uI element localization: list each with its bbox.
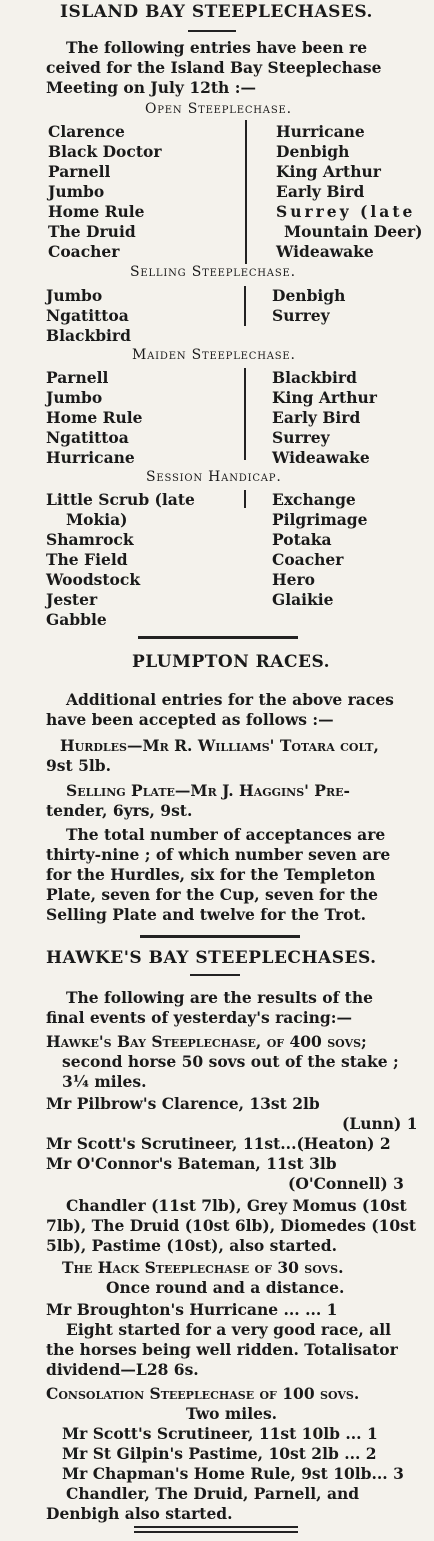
selling-right-1: Surrey	[272, 306, 330, 325]
plumpton-line-0: Additional entries for the above races	[66, 690, 394, 709]
hawkes-line-12: 5lb), Pastime (10st), also started.	[46, 1236, 338, 1255]
hawkes-line-16: Eight started for a very good race, all	[66, 1320, 392, 1339]
hawkes-line-14: Once round and a distance.	[106, 1278, 345, 1297]
column-divider	[245, 120, 247, 264]
hawkes-line-3: second horse 50 sovs out of the stake ;	[62, 1052, 399, 1071]
plumpton-line-3: 9st 5lb.	[46, 756, 111, 775]
session-handicap-heading: Session Handicap.	[146, 469, 282, 485]
selling-steeplechase-heading: Selling Steeplechase.	[130, 264, 296, 280]
session-right-0: Exchange	[272, 490, 356, 509]
selling-left-0: Jumbo	[46, 286, 103, 305]
plumpton-line-7: thirty-nine ; of which number seven are	[46, 845, 391, 864]
maiden-right-4: Wideawake	[272, 448, 370, 467]
column-divider	[244, 368, 246, 460]
session-left-2: Shamrock	[46, 530, 134, 549]
hawkes-line-4: 3¼ miles.	[62, 1072, 147, 1091]
session-right-4: Hero	[272, 570, 316, 589]
hawkes-line-24: Chandler, The Druid, Parnell, and	[66, 1484, 360, 1503]
title-rule	[188, 30, 236, 32]
maiden-right-0: Blackbird	[272, 368, 357, 387]
hawkes-line-2: Hawke's Bay Steeplechase, of 400 sovs;	[46, 1032, 367, 1051]
session-right-3: Coacher	[272, 550, 344, 569]
session-left-3: The Field	[46, 550, 128, 569]
hawkes-line-5: Mr Pilbrow's Clarence, 13st 2lb	[46, 1094, 320, 1113]
open-right-2: King Arthur	[276, 162, 381, 181]
hawkes-line-7: Mr Scott's Scrutineer, 11st...(Heaton) 2	[46, 1134, 391, 1153]
hawkes-line-20: Two miles.	[186, 1404, 278, 1423]
selling-left-1: Ngatittoa	[46, 306, 129, 325]
maiden-left-2: Home Rule	[46, 408, 143, 427]
title-rule	[190, 974, 240, 976]
open-left-3: Jumbo	[48, 182, 105, 201]
open-left-0: Clarence	[48, 122, 125, 141]
session-right-5: Glaikie	[272, 590, 334, 609]
hawkes-line-8: Mr O'Connor's Bateman, 11st 3lb	[46, 1154, 337, 1173]
plumpton-line-9: Plate, seven for the Cup, seven for the	[46, 885, 378, 904]
hawkes-line-11: 7lb), The Druid (10st 6lb), Diomedes (10st	[46, 1216, 417, 1235]
maiden-left-0: Parnell	[46, 368, 109, 387]
hawkes-line-21: Mr Scott's Scrutineer, 11st 10lb ... 1	[62, 1424, 378, 1443]
open-left-5: The Druid	[48, 222, 136, 241]
open-steeplechase-heading: Open Steeplechase.	[145, 101, 292, 117]
section-divider	[138, 636, 298, 639]
selling-right-0: Denbigh	[272, 286, 346, 305]
hawkes-line-1: final events of yesterday's racing:—	[46, 1008, 352, 1027]
island-intro-line-1: The following entries have been re	[66, 38, 368, 57]
plumpton-line-10: Selling Plate and twelve for the Trot.	[46, 905, 367, 924]
maiden-right-2: Early Bird	[272, 408, 361, 427]
hawkes-line-17: the horses being well ridden. Totalisator	[46, 1340, 398, 1359]
hawkes-line-0: The following are the results of the	[66, 988, 373, 1007]
hawkes-line-6: (Lunn) 1	[342, 1114, 418, 1133]
plumpton-title: PLUMPTON RACES.	[132, 652, 331, 672]
plumpton-line-2: Hurdles—Mr R. Williams' Totara colt,	[60, 736, 379, 755]
column-divider	[244, 286, 246, 326]
hawkes-line-9: (O'Connell) 3	[288, 1174, 404, 1193]
plumpton-line-4: Selling Plate—Mr J. Haggins' Pre-	[66, 781, 350, 800]
maiden-left-4: Hurricane	[46, 448, 135, 467]
selling-left-2: Blackbird	[46, 326, 131, 345]
open-right-3: Early Bird	[276, 182, 365, 201]
open-right-0: Hurricane	[276, 122, 365, 141]
open-right-4: Surrey (late	[276, 202, 416, 221]
island-intro-line-2: ceived for the Island Bay Steeplechase	[46, 58, 382, 77]
hawkes-line-10: Chandler (11st 7lb), Grey Momus (10st	[66, 1196, 407, 1215]
session-left-4: Woodstock	[46, 570, 141, 589]
maiden-steeplechase-heading: Maiden Steeplechase.	[132, 347, 296, 363]
maiden-left-3: Ngatittoa	[46, 428, 129, 447]
open-left-4: Home Rule	[48, 202, 145, 221]
plumpton-line-8: for the Hurdles, six for the Templeton	[46, 865, 376, 884]
session-left-1: Mokia)	[66, 510, 128, 529]
open-right-6: Wideawake	[276, 242, 374, 261]
hawkes-line-23: Mr Chapman's Home Rule, 9st 10lb... 3	[62, 1464, 404, 1483]
hawkes-line-18: dividend—L28 6s.	[46, 1360, 199, 1379]
hawkes-bay-title: HAWKE'S BAY STEEPLECHASES.	[46, 948, 377, 968]
hawkes-line-25: Denbigh also started.	[46, 1504, 233, 1523]
maiden-right-3: Surrey	[272, 428, 330, 447]
plumpton-line-5: tender, 6yrs, 9st.	[46, 801, 193, 820]
session-left-0: Little Scrub (late	[46, 490, 195, 509]
section-divider	[140, 935, 300, 938]
open-right-5: Mountain Deer)	[284, 222, 423, 241]
open-right-1: Denbigh	[276, 142, 350, 161]
open-left-1: Black Doctor	[48, 142, 162, 161]
session-left-5: Jester	[46, 590, 98, 609]
plumpton-line-6: The total number of acceptances are	[66, 825, 386, 844]
session-right-2: Potaka	[272, 530, 332, 549]
column-divider	[244, 490, 246, 508]
island-bay-title: ISLAND BAY STEEPLECHASES.	[60, 2, 373, 22]
maiden-left-1: Jumbo	[46, 388, 103, 407]
session-right-1: Pilgrimage	[272, 510, 368, 529]
end-divider-bottom	[134, 1531, 298, 1533]
open-left-2: Parnell	[48, 162, 111, 181]
hawkes-line-19: Consolation Steeplechase of 100 sovs.	[46, 1384, 360, 1403]
open-left-6: Coacher	[48, 242, 120, 261]
plumpton-line-1: have been accepted as follows :—	[46, 710, 334, 729]
hawkes-line-22: Mr St Gilpin's Pastime, 10st 2lb ... 2	[62, 1444, 377, 1463]
maiden-right-1: King Arthur	[272, 388, 377, 407]
end-divider-top	[134, 1526, 298, 1528]
hawkes-line-13: The Hack Steeplechase of 30 sovs.	[62, 1258, 344, 1277]
hawkes-line-15: Mr Broughton's Hurricane ... ... 1	[46, 1300, 338, 1319]
session-left-6: Gabble	[46, 610, 107, 629]
island-intro-line-3: Meeting on July 12th :—	[46, 78, 256, 97]
